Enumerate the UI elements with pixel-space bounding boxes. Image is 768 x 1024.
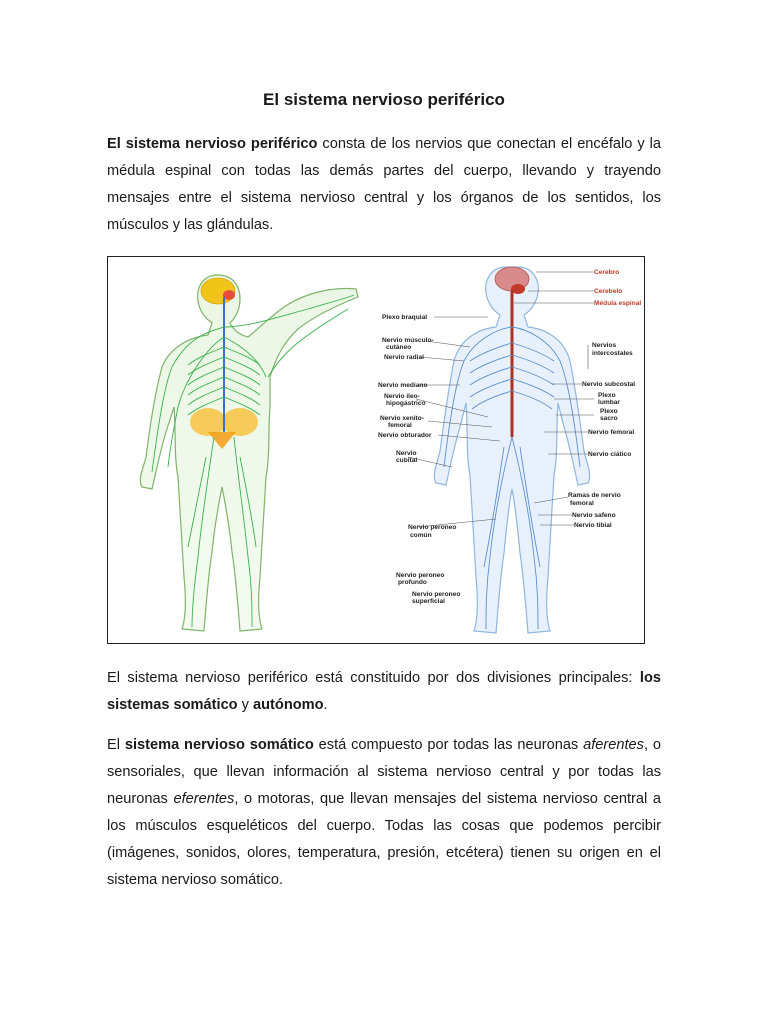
label-peroneo-comun-1: Nervio peroneo [408, 524, 457, 531]
label-nervio-ciatico: Nervio ciático [588, 451, 632, 458]
label-nervio-tibial: Nervio tibial [574, 522, 612, 529]
label-peroneo-profundo-1: Nervio peroneo [396, 572, 445, 579]
intro-paragraph [107, 131, 661, 239]
label-plexo-sacro-2: sacro [600, 415, 618, 422]
label-nervio-cubital-1: Nervio [396, 450, 417, 457]
label-peroneo-superficial-2: superficial [412, 598, 445, 605]
intro-bold-term: El sistema nervioso periférico [107, 136, 318, 152]
divisions-bold-autonomic: autónomo [253, 697, 324, 713]
label-nervio-obturador: Nervio obturador [378, 432, 432, 439]
somatic-text-1: El [107, 737, 125, 753]
nervous-system-figure [107, 256, 645, 644]
label-plexo-lumbar-1: Plexo [598, 392, 616, 399]
somatic-italic-eferentes: eferentes [173, 791, 235, 807]
label-nervio-mediano: Nervio mediano [378, 382, 428, 389]
label-nervio-femoral: Nervio femoral [588, 429, 635, 436]
label-plexo-lumbar-2: lumbar [598, 399, 620, 406]
label-medula-espinal: Médula espinal [594, 300, 642, 307]
label-nervio-xenito-2: femoral [388, 422, 412, 429]
label-cerebelo: Cerebelo [594, 288, 623, 295]
page-title: El sistema nervioso periférico [263, 90, 505, 109]
label-cerebro: Cerebro [594, 269, 620, 276]
somatic-paragraph [107, 732, 661, 894]
intro-text: consta de los nervios que conectan el encéfalo y la médula espinal con todas las demás partes del cuerpo, llevando y trayendo mensajes entre el sistema nervioso central y los órganos de los sentidos, los músculos y las glándulas. [107, 136, 661, 233]
label-nervio-subcostal: Nervio subcostal [582, 381, 636, 388]
label-musculo-cutaneo-1: Nervio músculo- [382, 337, 434, 344]
somatic-bold-term: sistema nervioso somático [124, 737, 314, 753]
label-musculo-cutaneo-2: cutáneo [386, 344, 412, 351]
divisions-paragraph [107, 665, 661, 719]
label-peroneo-comun-2: común [410, 532, 432, 539]
label-intercostales-2: intercostales [592, 350, 633, 357]
divisions-bold-somatic: los sistemas somático [107, 670, 661, 713]
somatic-text-2: está compuesto por todas las neuronas [313, 737, 584, 753]
somatic-text-4: , o motoras, que llevan mensajes del sistema nervioso central a los músculos esqueléticos del cuerpo. Todas las cosas que podemos percibir (imágenes, sonidos, olores, temperatura, presión, etcétera) tienen su origen en el sistema nervioso somático. [107, 791, 661, 888]
label-nervio-radial: Nervio radial [384, 354, 424, 361]
blue-body-figure [434, 267, 589, 633]
divisions-text-1: El sistema nervioso periférico está constituido por dos divisiones principales: [107, 670, 640, 686]
nervous-system-illustration [108, 257, 645, 644]
label-ramas-femoral-2: femoral [570, 500, 594, 507]
label-nervio-ileo-2: hipogástrico [386, 400, 426, 407]
divisions-text-2: y [237, 697, 254, 713]
somatic-italic-aferentes: aferentes [583, 737, 644, 753]
label-nervio-xenito-1: Nervio xenito- [380, 415, 424, 422]
label-nervio-cubital-2: cubital [396, 457, 418, 464]
label-nervio-ileo-1: Nervio ileo- [384, 393, 420, 400]
divisions-text-3: . [323, 697, 328, 713]
label-plexo-braquial: Plexo braquial [382, 314, 428, 321]
somatic-text-3: , o sensoriales, que llevan información al sistema nervioso central y por todas las neuronas [107, 737, 661, 807]
label-ramas-femoral-1: Ramas de nervio [568, 492, 621, 499]
label-plexo-sacro-1: Plexo [600, 408, 618, 415]
label-nervio-safeno: Nervio safeno [572, 512, 616, 519]
green-body-figure [140, 275, 358, 631]
label-intercostales-1: Nervios [592, 342, 617, 349]
label-peroneo-profundo-2: profundo [398, 579, 427, 586]
label-peroneo-superficial-1: Nervio peroneo [412, 591, 461, 598]
